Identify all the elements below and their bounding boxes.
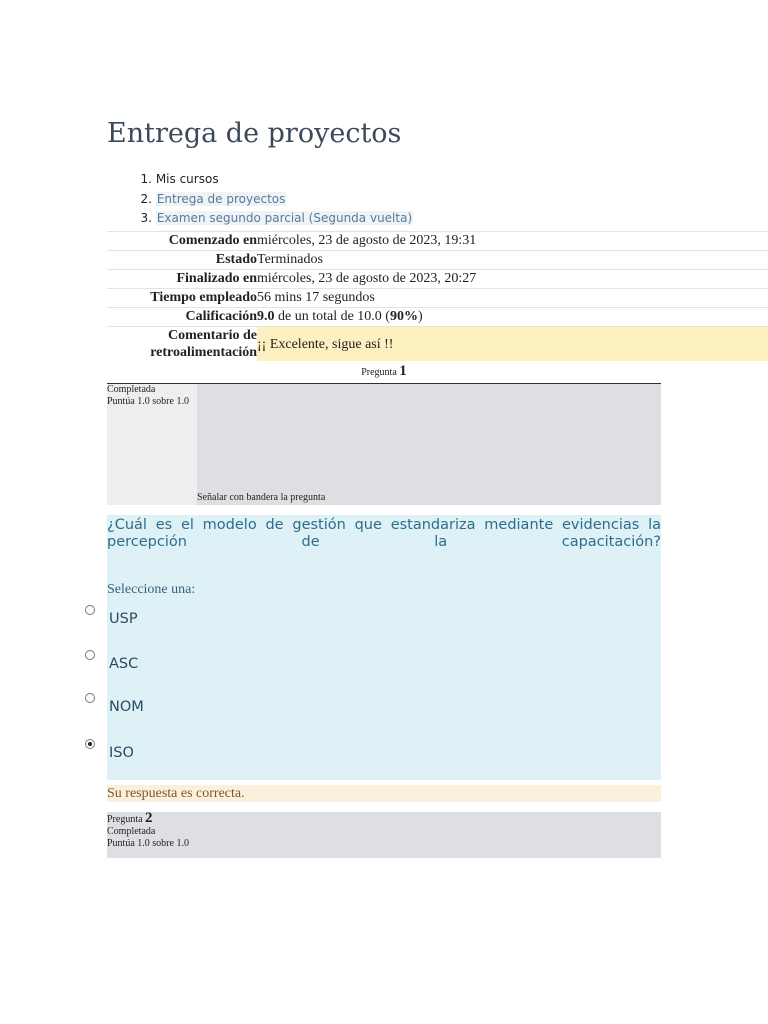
grade-close: ) <box>417 309 423 324</box>
state-value: Terminados <box>257 251 768 270</box>
question-word: Pregunta <box>361 367 397 378</box>
option-box <box>85 703 107 725</box>
question-word: Pregunta <box>107 814 143 825</box>
question-number: 1 <box>399 363 407 379</box>
question-text: ¿Cuál es el modelo de gestión que estandariza mediante evidencias la percepción de la capacitación? <box>107 517 661 550</box>
grade-score: 9.0 <box>257 309 275 324</box>
flag-question-link[interactable]: Señalar con bandera la pregunta <box>197 492 326 503</box>
radio-iso-selected[interactable] <box>85 739 95 749</box>
option-box <box>85 660 107 682</box>
option-label-iso[interactable]: ISO <box>109 745 134 761</box>
question-2-heading <box>107 812 661 826</box>
question-1-content <box>107 515 661 780</box>
radio-asc[interactable] <box>85 650 95 660</box>
option-box <box>85 749 107 771</box>
question-2-info <box>107 812 661 858</box>
state-label: Estado <box>107 251 257 270</box>
answer-option-usp[interactable] <box>85 603 285 637</box>
summary-row-finished <box>107 270 768 289</box>
option-label-usp[interactable]: USP <box>109 611 138 627</box>
page-title: Entrega de proyectos <box>107 118 402 149</box>
summary-row-time <box>107 289 768 308</box>
grade-total: de un total de 10.0 ( <box>274 309 390 324</box>
finished-label: Finalizado en <box>107 270 257 289</box>
question-prompt: Seleccione una: <box>107 582 196 597</box>
question-1-status-box <box>107 384 197 505</box>
breadcrumb-number: 1. <box>140 172 152 186</box>
grade-label: Calificación <box>107 308 257 327</box>
question-2-status: Completada <box>107 826 156 837</box>
question-score: Puntúa 1.0 sobre 1.0 <box>107 396 189 407</box>
breadcrumb-link-exam[interactable]: Examen segundo parcial (Segunda vuelta) <box>156 211 413 225</box>
feedback-value: ¡¡ Excelente, sigue así !! <box>257 327 768 362</box>
question-1-heading <box>107 363 661 384</box>
finished-value: miércoles, 23 de agosto de 2023, 20:27 <box>257 270 768 289</box>
answer-feedback: Su respuesta es correcta. <box>107 785 661 802</box>
question-2-score: Puntúa 1.0 sobre 1.0 <box>107 838 189 849</box>
grade-value <box>257 308 768 327</box>
radio-nom[interactable] <box>85 693 95 703</box>
breadcrumb-number: 2. <box>140 191 152 206</box>
summary-row-feedback <box>107 327 768 362</box>
started-value: miércoles, 23 de agosto de 2023, 19:31 <box>257 232 768 251</box>
option-box <box>85 615 107 637</box>
time-value: 56 mins 17 segundos <box>257 289 768 308</box>
summary-row-state <box>107 251 768 270</box>
option-label-asc[interactable]: ASC <box>109 656 139 672</box>
breadcrumb-item-project-delivery[interactable] <box>130 190 413 210</box>
breadcrumb-item-exam[interactable] <box>130 209 413 229</box>
answer-option-nom[interactable] <box>85 691 285 725</box>
question-1-info <box>107 384 661 505</box>
question-status: Completada <box>107 384 156 395</box>
answer-option-asc[interactable] <box>85 648 285 682</box>
attempt-summary-table <box>107 231 768 361</box>
summary-row-grade <box>107 308 768 327</box>
breadcrumb-link-my-courses[interactable]: Mis cursos <box>155 172 219 186</box>
time-label: Tiempo empleado <box>107 289 257 308</box>
breadcrumb-link-project-delivery[interactable]: Entrega de proyectos <box>156 191 286 206</box>
option-label-nom[interactable]: NOM <box>109 699 144 715</box>
feedback-label: Comentario de retroalimentación <box>107 327 257 362</box>
answer-option-iso[interactable] <box>85 737 285 771</box>
question-number: 2 <box>145 810 153 826</box>
breadcrumb-item-my-courses[interactable] <box>130 170 413 190</box>
breadcrumb-number: 3. <box>140 211 152 225</box>
summary-row-started <box>107 232 768 251</box>
started-label: Comenzado en <box>107 232 257 251</box>
breadcrumb <box>130 170 413 229</box>
radio-usp[interactable] <box>85 605 95 615</box>
grade-percent: 90% <box>389 309 418 324</box>
